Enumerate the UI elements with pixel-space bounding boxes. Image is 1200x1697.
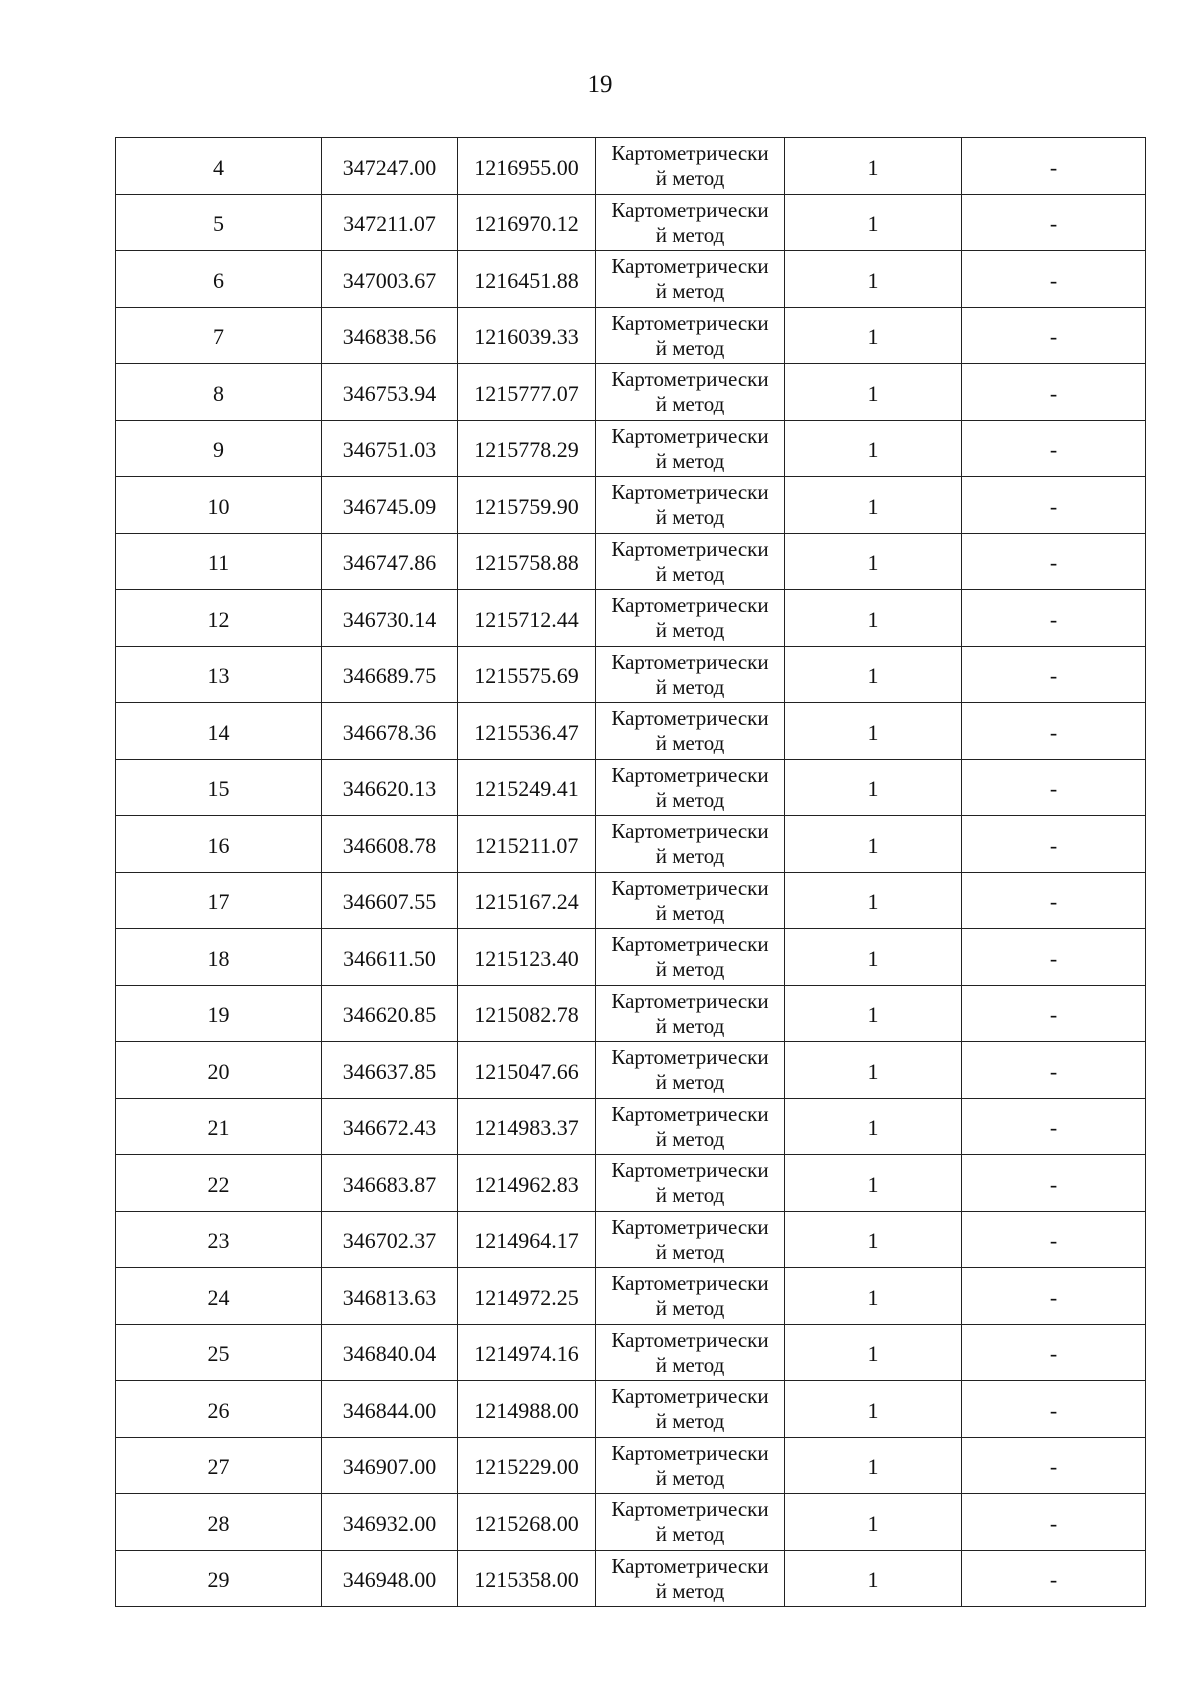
method-cell [596,590,785,647]
point-number-cell: 15 [116,759,322,816]
x-coordinate-cell: 346608.78 [322,816,458,873]
table-row [116,1042,1146,1099]
table-row [116,1098,1146,1155]
accuracy-cell: 1 [785,194,962,251]
note-cell: - [962,985,1146,1042]
x-coordinate-cell: 346813.63 [322,1268,458,1325]
point-number-cell: 22 [116,1155,322,1212]
method-text-line1: Картометрически [611,197,769,222]
y-coordinate-cell: 1215249.41 [458,759,596,816]
x-coordinate-cell: 346620.85 [322,985,458,1042]
method-text-line2: й метод [655,1522,725,1547]
method-text-line2: й метод [655,844,725,869]
note-cell: - [962,194,1146,251]
point-number-cell: 7 [116,307,322,364]
method-text-line2: й метод [655,279,725,304]
table-row [116,1437,1146,1494]
x-coordinate-cell: 346838.56 [322,307,458,364]
point-number-cell: 17 [116,872,322,929]
accuracy-cell: 1 [785,646,962,703]
point-number-cell: 20 [116,1042,322,1099]
method-cell [596,1155,785,1212]
note-cell: - [962,1098,1146,1155]
method-text-line1: Картометрически [611,988,769,1013]
accuracy-cell: 1 [785,929,962,986]
note-cell: - [962,816,1146,873]
method-cell [596,1211,785,1268]
y-coordinate-cell: 1215082.78 [458,985,596,1042]
accuracy-cell: 1 [785,1324,962,1381]
accuracy-cell: 1 [785,985,962,1042]
y-coordinate-cell: 1216039.33 [458,307,596,364]
method-cell [596,1494,785,1551]
method-text-line2: й метод [655,1352,725,1377]
x-coordinate-cell: 346840.04 [322,1324,458,1381]
point-number-cell: 16 [116,816,322,873]
point-number-cell: 5 [116,194,322,251]
method-text-line2: й метод [655,1239,725,1264]
method-text-line2: й метод [655,1070,725,1095]
method-text-line1: Картометрически [611,649,769,674]
y-coordinate-cell: 1215575.69 [458,646,596,703]
x-coordinate-cell: 347211.07 [322,194,458,251]
method-text-line2: й метод [655,561,725,586]
note-cell: - [962,929,1146,986]
table-row [116,307,1146,364]
method-text-line1: Картометрически [611,932,769,957]
method-text-line1: Картометрически [611,310,769,335]
x-coordinate-cell: 346637.85 [322,1042,458,1099]
x-coordinate-cell: 347247.00 [322,138,458,195]
method-text-line1: Картометрически [611,819,769,844]
y-coordinate-cell: 1215778.29 [458,420,596,477]
y-coordinate-cell: 1214972.25 [458,1268,596,1325]
note-cell: - [962,420,1146,477]
table-row [116,646,1146,703]
x-coordinate-cell: 346907.00 [322,1437,458,1494]
y-coordinate-cell: 1215759.90 [458,477,596,534]
point-number-cell: 21 [116,1098,322,1155]
method-cell [596,929,785,986]
point-number-cell: 19 [116,985,322,1042]
x-coordinate-cell: 346678.36 [322,703,458,760]
note-cell: - [962,872,1146,929]
x-coordinate-cell: 346745.09 [322,477,458,534]
accuracy-cell: 1 [785,533,962,590]
method-text-line1: Картометрически [611,875,769,900]
note-cell: - [962,307,1146,364]
x-coordinate-cell: 346751.03 [322,420,458,477]
point-number-cell: 14 [116,703,322,760]
method-text-line1: Картометрически [611,480,769,505]
point-number-cell: 13 [116,646,322,703]
y-coordinate-cell: 1215123.40 [458,929,596,986]
method-text-line1: Картометрически [611,1271,769,1296]
accuracy-cell: 1 [785,1211,962,1268]
y-coordinate-cell: 1214974.16 [458,1324,596,1381]
method-text-line2: й метод [655,166,725,191]
method-cell [596,1550,785,1607]
method-text-line1: Картометрически [611,1497,769,1522]
method-cell [596,1098,785,1155]
method-text-line2: й метод [655,1465,725,1490]
method-cell [596,1381,785,1438]
y-coordinate-cell: 1215211.07 [458,816,596,873]
x-coordinate-cell: 346932.00 [322,1494,458,1551]
accuracy-cell: 1 [785,251,962,308]
method-text-line1: Картометрически [611,1045,769,1070]
table-row [116,1211,1146,1268]
accuracy-cell: 1 [785,477,962,534]
accuracy-cell: 1 [785,759,962,816]
method-text-line2: й метод [655,392,725,417]
point-number-cell: 12 [116,590,322,647]
method-text-line2: й метод [655,618,725,643]
method-text-line1: Картометрически [611,423,769,448]
method-text-line1: Картометрически [611,593,769,618]
point-number-cell: 25 [116,1324,322,1381]
method-text-line1: Картометрически [611,1327,769,1352]
accuracy-cell: 1 [785,590,962,647]
method-text-line2: й метод [655,1578,725,1603]
y-coordinate-cell: 1214964.17 [458,1211,596,1268]
table-row [116,1324,1146,1381]
note-cell: - [962,138,1146,195]
note-cell: - [962,251,1146,308]
x-coordinate-cell: 346620.13 [322,759,458,816]
x-coordinate-cell: 346689.75 [322,646,458,703]
note-cell: - [962,477,1146,534]
x-coordinate-cell: 346672.43 [322,1098,458,1155]
point-number-cell: 4 [116,138,322,195]
table-row [116,477,1146,534]
method-cell [596,1437,785,1494]
method-cell [596,477,785,534]
method-text-line1: Картометрически [611,1214,769,1239]
method-text-line1: Картометрически [611,762,769,787]
method-text-line2: й метод [655,335,725,360]
point-number-cell: 29 [116,1550,322,1607]
table-row [116,985,1146,1042]
accuracy-cell: 1 [785,1494,962,1551]
method-text-line1: Картометрически [611,1384,769,1409]
point-number-cell: 10 [116,477,322,534]
coordinates-table [115,137,1146,1607]
method-text-line2: й метод [655,1409,725,1434]
table-row [116,364,1146,421]
y-coordinate-cell: 1215777.07 [458,364,596,421]
method-cell [596,138,785,195]
accuracy-cell: 1 [785,1550,962,1607]
method-text-line2: й метод [655,787,725,812]
point-number-cell: 11 [116,533,322,590]
y-coordinate-cell: 1215358.00 [458,1550,596,1607]
table-row [116,703,1146,760]
method-cell [596,364,785,421]
table-row [116,590,1146,647]
note-cell: - [962,364,1146,421]
accuracy-cell: 1 [785,364,962,421]
y-coordinate-cell: 1215758.88 [458,533,596,590]
method-cell [596,307,785,364]
y-coordinate-cell: 1215167.24 [458,872,596,929]
note-cell: - [962,1268,1146,1325]
method-text-line1: Картометрически [611,1101,769,1126]
method-text-line1: Картометрически [611,1553,769,1578]
y-coordinate-cell: 1215047.66 [458,1042,596,1099]
x-coordinate-cell: 346844.00 [322,1381,458,1438]
method-cell [596,1042,785,1099]
note-cell: - [962,1324,1146,1381]
method-cell [596,1268,785,1325]
x-coordinate-cell: 346683.87 [322,1155,458,1212]
note-cell: - [962,1494,1146,1551]
method-cell [596,703,785,760]
table-row [116,1268,1146,1325]
accuracy-cell: 1 [785,138,962,195]
accuracy-cell: 1 [785,703,962,760]
method-text-line2: й метод [655,505,725,530]
x-coordinate-cell: 346702.37 [322,1211,458,1268]
table-row [116,251,1146,308]
y-coordinate-cell: 1215536.47 [458,703,596,760]
method-cell [596,646,785,703]
x-coordinate-cell: 347003.67 [322,251,458,308]
x-coordinate-cell: 346753.94 [322,364,458,421]
method-cell [596,420,785,477]
note-cell: - [962,1211,1146,1268]
note-cell: - [962,1042,1146,1099]
method-cell [596,816,785,873]
point-number-cell: 26 [116,1381,322,1438]
note-cell: - [962,590,1146,647]
point-number-cell: 8 [116,364,322,421]
y-coordinate-cell: 1215712.44 [458,590,596,647]
note-cell: - [962,646,1146,703]
accuracy-cell: 1 [785,420,962,477]
point-number-cell: 27 [116,1437,322,1494]
note-cell: - [962,1155,1146,1212]
accuracy-cell: 1 [785,1268,962,1325]
note-cell: - [962,1437,1146,1494]
method-text-line2: й метод [655,731,725,756]
method-text-line1: Картометрически [611,1158,769,1183]
note-cell: - [962,1550,1146,1607]
method-text-line1: Картометрически [611,254,769,279]
table-row [116,816,1146,873]
accuracy-cell: 1 [785,1155,962,1212]
table-row [116,194,1146,251]
accuracy-cell: 1 [785,816,962,873]
accuracy-cell: 1 [785,307,962,364]
table-row [116,1494,1146,1551]
y-coordinate-cell: 1214962.83 [458,1155,596,1212]
method-text-line1: Картометрически [611,536,769,561]
point-number-cell: 18 [116,929,322,986]
method-cell [596,533,785,590]
note-cell: - [962,703,1146,760]
table-row [116,533,1146,590]
x-coordinate-cell: 346611.50 [322,929,458,986]
y-coordinate-cell: 1214988.00 [458,1381,596,1438]
note-cell: - [962,1381,1146,1438]
y-coordinate-cell: 1216451.88 [458,251,596,308]
x-coordinate-cell: 346607.55 [322,872,458,929]
method-text-line2: й метод [655,1183,725,1208]
page-number: 19 [587,71,613,98]
table-row [116,138,1146,195]
method-text-line2: й метод [655,1296,725,1321]
accuracy-cell: 1 [785,1042,962,1099]
y-coordinate-cell: 1215268.00 [458,1494,596,1551]
point-number-cell: 23 [116,1211,322,1268]
point-number-cell: 24 [116,1268,322,1325]
table-row [116,872,1146,929]
method-text-line1: Картометрически [611,1440,769,1465]
table-row [116,929,1146,986]
y-coordinate-cell: 1216970.12 [458,194,596,251]
table-row [116,1550,1146,1607]
x-coordinate-cell: 346948.00 [322,1550,458,1607]
y-coordinate-cell: 1214983.37 [458,1098,596,1155]
method-text-line2: й метод [655,222,725,247]
table-row [116,1155,1146,1212]
method-cell [596,759,785,816]
point-number-cell: 6 [116,251,322,308]
note-cell: - [962,759,1146,816]
method-text-line2: й метод [655,900,725,925]
method-cell [596,1324,785,1381]
accuracy-cell: 1 [785,1098,962,1155]
y-coordinate-cell: 1216955.00 [458,138,596,195]
method-text-line2: й метод [655,1013,725,1038]
point-number-cell: 28 [116,1494,322,1551]
note-cell: - [962,533,1146,590]
accuracy-cell: 1 [785,1437,962,1494]
coordinates-table-body [116,138,1146,1607]
table-row [116,759,1146,816]
table-row [116,1381,1146,1438]
method-text-line1: Картометрически [611,367,769,392]
y-coordinate-cell: 1215229.00 [458,1437,596,1494]
point-number-cell: 9 [116,420,322,477]
method-text-line1: Картометрически [611,141,769,166]
method-text-line2: й метод [655,674,725,699]
accuracy-cell: 1 [785,1381,962,1438]
method-text-line1: Картометрически [611,706,769,731]
method-cell [596,872,785,929]
method-cell [596,985,785,1042]
method-text-line2: й метод [655,957,725,982]
method-text-line2: й метод [655,448,725,473]
method-text-line2: й метод [655,1126,725,1151]
method-cell [596,194,785,251]
method-cell [596,251,785,308]
x-coordinate-cell: 346730.14 [322,590,458,647]
x-coordinate-cell: 346747.86 [322,533,458,590]
table-row [116,420,1146,477]
accuracy-cell: 1 [785,872,962,929]
